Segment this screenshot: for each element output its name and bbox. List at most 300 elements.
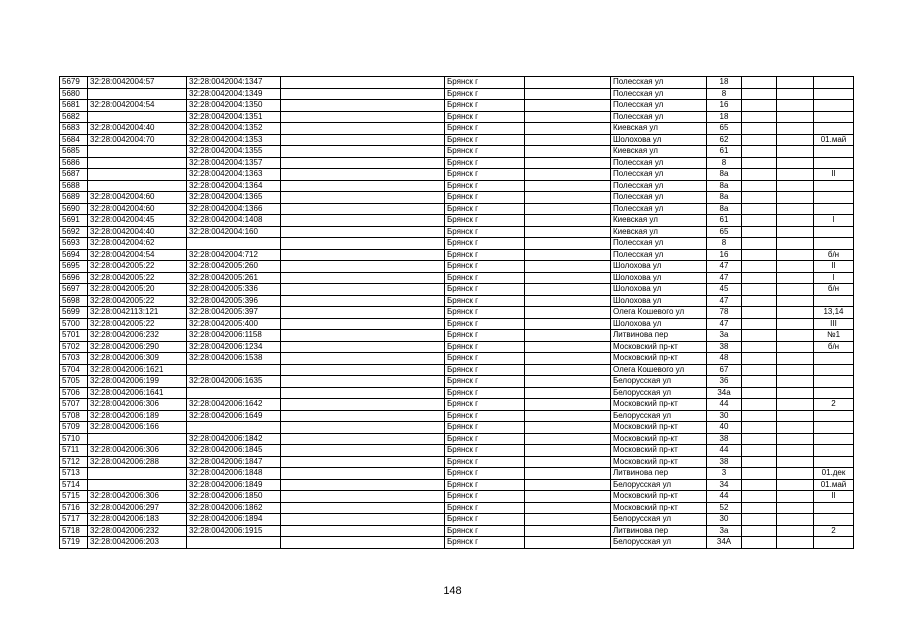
blank-cell-3 — [742, 215, 777, 227]
blank-cell-3 — [742, 192, 777, 204]
blank-cell-1 — [281, 146, 445, 158]
blank-cell-1 — [281, 180, 445, 192]
blank-cell-1 — [281, 479, 445, 491]
cadastral-land-cell: 32:28:0042005:22 — [88, 295, 187, 307]
table-row — [60, 203, 854, 215]
cadastral-land-cell: 32:28:0042006:288 — [88, 456, 187, 468]
cadastral-land-cell: 32:28:0042004:70 — [88, 134, 187, 146]
blank-cell-3 — [742, 387, 777, 399]
street-cell: Киевская ул — [611, 146, 707, 158]
blank-cell-3 — [742, 169, 777, 181]
street-cell: Полесская ул — [611, 77, 707, 89]
city-cell: Брянск г — [445, 284, 525, 296]
extra-cell — [814, 364, 854, 376]
extra-cell — [814, 100, 854, 112]
extra-cell — [814, 456, 854, 468]
city-cell: Брянск г — [445, 422, 525, 434]
blank-cell-1 — [281, 491, 445, 503]
house-number-cell: 34а — [707, 387, 742, 399]
table-row — [60, 88, 854, 100]
blank-cell-4 — [777, 387, 814, 399]
street-cell: Литвинова пер — [611, 525, 707, 537]
row-number-cell: 5682 — [60, 111, 88, 123]
cadastral-building-cell: 32:28:0042004:1408 — [187, 215, 281, 227]
blank-cell-1 — [281, 376, 445, 388]
blank-cell-1 — [281, 238, 445, 250]
blank-cell-3 — [742, 238, 777, 250]
city-cell: Брянск г — [445, 410, 525, 422]
house-number-cell: 44 — [707, 491, 742, 503]
table-row — [60, 77, 854, 89]
street-cell: Белорусская ул — [611, 376, 707, 388]
house-number-cell: 78 — [707, 307, 742, 319]
city-cell: Брянск г — [445, 77, 525, 89]
extra-cell: б/н — [814, 341, 854, 353]
blank-cell-1 — [281, 100, 445, 112]
blank-cell-4 — [777, 238, 814, 250]
extra-cell — [814, 157, 854, 169]
cadastral-land-cell: 32:28:0042004:57 — [88, 77, 187, 89]
blank-cell-4 — [777, 330, 814, 342]
cadastral-land-cell: 32:28:0042006:290 — [88, 341, 187, 353]
house-number-cell: 18 — [707, 111, 742, 123]
city-cell: Брянск г — [445, 445, 525, 457]
cadastral-building-cell — [187, 422, 281, 434]
house-number-cell: 38 — [707, 341, 742, 353]
extra-cell — [814, 77, 854, 89]
blank-cell-4 — [777, 192, 814, 204]
blank-cell-2 — [525, 88, 611, 100]
cadastral-land-cell: 32:28:0042006:232 — [88, 525, 187, 537]
blank-cell-3 — [742, 134, 777, 146]
house-number-cell: 30 — [707, 410, 742, 422]
blank-cell-3 — [742, 203, 777, 215]
blank-cell-1 — [281, 468, 445, 480]
house-number-cell: 8а — [707, 203, 742, 215]
blank-cell-1 — [281, 445, 445, 457]
house-number-cell: 34 — [707, 479, 742, 491]
blank-cell-1 — [281, 169, 445, 181]
row-number-cell: 5691 — [60, 215, 88, 227]
street-cell: Полесская ул — [611, 249, 707, 261]
cadastral-land-cell: 32:28:0042006:203 — [88, 537, 187, 549]
city-cell: Брянск г — [445, 226, 525, 238]
street-cell: Московский пр-кт — [611, 456, 707, 468]
street-cell: Московский пр-кт — [611, 491, 707, 503]
blank-cell-2 — [525, 433, 611, 445]
row-number-cell: 5717 — [60, 514, 88, 526]
blank-cell-4 — [777, 157, 814, 169]
cadastral-land-cell: 32:28:0042005:22 — [88, 318, 187, 330]
house-number-cell: 16 — [707, 249, 742, 261]
blank-cell-1 — [281, 525, 445, 537]
blank-cell-4 — [777, 399, 814, 411]
table-row — [60, 456, 854, 468]
row-number-cell: 5687 — [60, 169, 88, 181]
city-cell: Брянск г — [445, 491, 525, 503]
house-number-cell: 38 — [707, 456, 742, 468]
house-number-cell: 44 — [707, 445, 742, 457]
street-cell: Киевская ул — [611, 215, 707, 227]
street-cell: Полесская ул — [611, 157, 707, 169]
cadastral-building-cell: 32:28:0042004:1347 — [187, 77, 281, 89]
street-cell: Шолохова ул — [611, 134, 707, 146]
street-cell: Московский пр-кт — [611, 502, 707, 514]
blank-cell-3 — [742, 180, 777, 192]
house-number-cell: 8а — [707, 192, 742, 204]
table-row — [60, 330, 854, 342]
cadastral-land-cell: 32:28:0042004:54 — [88, 100, 187, 112]
house-number-cell: 8а — [707, 169, 742, 181]
blank-cell-2 — [525, 341, 611, 353]
street-cell: Белорусская ул — [611, 479, 707, 491]
blank-cell-1 — [281, 456, 445, 468]
blank-cell-4 — [777, 364, 814, 376]
table-row — [60, 238, 854, 250]
extra-cell — [814, 146, 854, 158]
blank-cell-1 — [281, 111, 445, 123]
blank-cell-1 — [281, 77, 445, 89]
blank-cell-4 — [777, 433, 814, 445]
street-cell: Олега Кошевого ул — [611, 364, 707, 376]
house-number-cell: 44 — [707, 399, 742, 411]
cadastral-building-cell: 32:28:0042004:1365 — [187, 192, 281, 204]
row-number-cell: 5690 — [60, 203, 88, 215]
extra-cell: II — [814, 491, 854, 503]
extra-cell — [814, 123, 854, 135]
cadastral-building-cell: 32:28:0042004:1366 — [187, 203, 281, 215]
cadastral-land-cell: 32:28:0042004:62 — [88, 238, 187, 250]
blank-cell-2 — [525, 77, 611, 89]
blank-cell-2 — [525, 468, 611, 480]
extra-cell: 2 — [814, 399, 854, 411]
blank-cell-1 — [281, 410, 445, 422]
table-row — [60, 284, 854, 296]
blank-cell-1 — [281, 261, 445, 273]
city-cell: Брянск г — [445, 88, 525, 100]
table-row — [60, 537, 854, 549]
cadastral-land-cell: 32:28:0042006:309 — [88, 353, 187, 365]
blank-cell-1 — [281, 330, 445, 342]
row-number-cell: 5680 — [60, 88, 88, 100]
house-number-cell: 62 — [707, 134, 742, 146]
blank-cell-2 — [525, 364, 611, 376]
cadastral-land-cell — [88, 479, 187, 491]
table-row — [60, 134, 854, 146]
city-cell: Брянск г — [445, 295, 525, 307]
city-cell: Брянск г — [445, 261, 525, 273]
table-row — [60, 180, 854, 192]
house-number-cell: 3а — [707, 525, 742, 537]
blank-cell-1 — [281, 295, 445, 307]
blank-cell-2 — [525, 491, 611, 503]
row-number-cell: 5700 — [60, 318, 88, 330]
blank-cell-4 — [777, 318, 814, 330]
row-number-cell: 5698 — [60, 295, 88, 307]
city-cell: Брянск г — [445, 514, 525, 526]
cadastral-building-cell: 32:28:0042006:1635 — [187, 376, 281, 388]
row-number-cell: 5681 — [60, 100, 88, 112]
extra-cell: II — [814, 169, 854, 181]
cadastral-land-cell: 32:28:0042005:22 — [88, 261, 187, 273]
blank-cell-4 — [777, 261, 814, 273]
cadastral-building-cell: 32:28:0042004:1353 — [187, 134, 281, 146]
table-row — [60, 261, 854, 273]
city-cell: Брянск г — [445, 192, 525, 204]
blank-cell-2 — [525, 410, 611, 422]
blank-cell-2 — [525, 376, 611, 388]
blank-cell-2 — [525, 502, 611, 514]
blank-cell-4 — [777, 215, 814, 227]
blank-cell-2 — [525, 192, 611, 204]
blank-cell-3 — [742, 157, 777, 169]
cadastral-land-cell — [88, 433, 187, 445]
blank-cell-2 — [525, 399, 611, 411]
blank-cell-3 — [742, 330, 777, 342]
table-row — [60, 341, 854, 353]
city-cell: Брянск г — [445, 157, 525, 169]
city-cell: Брянск г — [445, 169, 525, 181]
blank-cell-4 — [777, 410, 814, 422]
blank-cell-1 — [281, 422, 445, 434]
street-cell: Полесская ул — [611, 180, 707, 192]
cadastral-building-cell: 32:28:0042006:1845 — [187, 445, 281, 457]
blank-cell-4 — [777, 295, 814, 307]
blank-cell-4 — [777, 100, 814, 112]
cadastral-building-cell: 32:28:0042005:261 — [187, 272, 281, 284]
cadastral-land-cell: 32:28:0042006:1621 — [88, 364, 187, 376]
extra-cell: б/н — [814, 249, 854, 261]
row-number-cell: 5712 — [60, 456, 88, 468]
city-cell: Брянск г — [445, 479, 525, 491]
cadastral-building-cell: 32:28:0042005:260 — [187, 261, 281, 273]
city-cell: Брянск г — [445, 180, 525, 192]
row-number-cell: 5704 — [60, 364, 88, 376]
blank-cell-3 — [742, 111, 777, 123]
blank-cell-2 — [525, 422, 611, 434]
city-cell: Брянск г — [445, 387, 525, 399]
cadastral-building-cell: 32:28:0042006:1850 — [187, 491, 281, 503]
cadastral-building-cell: 32:28:0042005:400 — [187, 318, 281, 330]
street-cell: Белорусская ул — [611, 387, 707, 399]
blank-cell-4 — [777, 491, 814, 503]
city-cell: Брянск г — [445, 330, 525, 342]
row-number-cell: 5714 — [60, 479, 88, 491]
cadastral-land-cell — [88, 88, 187, 100]
blank-cell-4 — [777, 88, 814, 100]
house-number-cell: 52 — [707, 502, 742, 514]
table-row — [60, 445, 854, 457]
cadastral-land-cell: 32:28:0042006:189 — [88, 410, 187, 422]
city-cell: Брянск г — [445, 238, 525, 250]
table-row — [60, 295, 854, 307]
extra-cell — [814, 445, 854, 457]
house-number-cell: 3 — [707, 468, 742, 480]
cadastral-building-cell: 32:28:0042006:1847 — [187, 456, 281, 468]
blank-cell-3 — [742, 295, 777, 307]
blank-cell-2 — [525, 261, 611, 273]
cadastral-land-cell: 32:28:0042006:306 — [88, 445, 187, 457]
row-number-cell: 5697 — [60, 284, 88, 296]
blank-cell-1 — [281, 88, 445, 100]
house-number-cell: 67 — [707, 364, 742, 376]
street-cell: Шолохова ул — [611, 284, 707, 296]
blank-cell-4 — [777, 146, 814, 158]
city-cell: Брянск г — [445, 433, 525, 445]
street-cell: Шолохова ул — [611, 261, 707, 273]
house-number-cell: 18 — [707, 77, 742, 89]
street-cell: Полесская ул — [611, 169, 707, 181]
cadastral-building-cell: 32:28:0042006:1538 — [187, 353, 281, 365]
table-row — [60, 100, 854, 112]
city-cell: Брянск г — [445, 203, 525, 215]
cadastral-land-cell: 32:28:0042004:40 — [88, 123, 187, 135]
cadastral-land-cell: 32:28:0042006:1641 — [88, 387, 187, 399]
house-number-cell: 61 — [707, 146, 742, 158]
blank-cell-2 — [525, 238, 611, 250]
extra-cell — [814, 433, 854, 445]
blank-cell-1 — [281, 364, 445, 376]
row-number-cell: 5693 — [60, 238, 88, 250]
extra-cell: 13,14 — [814, 307, 854, 319]
cadastral-land-cell — [88, 157, 187, 169]
street-cell: Полесская ул — [611, 111, 707, 123]
blank-cell-2 — [525, 111, 611, 123]
row-number-cell: 5689 — [60, 192, 88, 204]
cadastral-land-cell — [88, 180, 187, 192]
street-cell: Шолохова ул — [611, 272, 707, 284]
city-cell: Брянск г — [445, 111, 525, 123]
street-cell: Белорусская ул — [611, 514, 707, 526]
blank-cell-4 — [777, 353, 814, 365]
extra-cell: 2 — [814, 525, 854, 537]
row-number-cell: 5703 — [60, 353, 88, 365]
cadastral-building-cell: 32:28:0042006:1894 — [187, 514, 281, 526]
blank-cell-1 — [281, 192, 445, 204]
extra-cell — [814, 180, 854, 192]
street-cell: Московский пр-кт — [611, 341, 707, 353]
blank-cell-3 — [742, 318, 777, 330]
house-number-cell: 47 — [707, 261, 742, 273]
blank-cell-2 — [525, 215, 611, 227]
extra-cell — [814, 353, 854, 365]
row-number-cell: 5718 — [60, 525, 88, 537]
blank-cell-2 — [525, 479, 611, 491]
city-cell: Брянск г — [445, 341, 525, 353]
row-number-cell: 5692 — [60, 226, 88, 238]
blank-cell-4 — [777, 123, 814, 135]
blank-cell-4 — [777, 422, 814, 434]
cadastral-land-cell — [88, 146, 187, 158]
extra-cell — [814, 88, 854, 100]
house-number-cell: 65 — [707, 123, 742, 135]
table-row — [60, 192, 854, 204]
blank-cell-4 — [777, 111, 814, 123]
extra-cell: 01.дек — [814, 468, 854, 480]
blank-cell-1 — [281, 514, 445, 526]
city-cell: Брянск г — [445, 364, 525, 376]
street-cell: Московский пр-кт — [611, 422, 707, 434]
blank-cell-4 — [777, 249, 814, 261]
table-row — [60, 422, 854, 434]
table-row — [60, 146, 854, 158]
blank-cell-4 — [777, 514, 814, 526]
street-cell: Олега Кошевого ул — [611, 307, 707, 319]
city-cell: Брянск г — [445, 249, 525, 261]
row-number-cell: 5709 — [60, 422, 88, 434]
blank-cell-3 — [742, 376, 777, 388]
blank-cell-4 — [777, 272, 814, 284]
blank-cell-2 — [525, 307, 611, 319]
house-number-cell: 16 — [707, 100, 742, 112]
blank-cell-2 — [525, 318, 611, 330]
blank-cell-2 — [525, 157, 611, 169]
blank-cell-3 — [742, 341, 777, 353]
blank-cell-4 — [777, 77, 814, 89]
blank-cell-4 — [777, 537, 814, 549]
house-number-cell: 8а — [707, 180, 742, 192]
cadastral-land-cell: 32:28:0042006:232 — [88, 330, 187, 342]
table-row — [60, 364, 854, 376]
city-cell: Брянск г — [445, 272, 525, 284]
extra-cell: I — [814, 272, 854, 284]
house-number-cell: 47 — [707, 295, 742, 307]
blank-cell-4 — [777, 479, 814, 491]
street-cell: Белорусская ул — [611, 410, 707, 422]
blank-cell-2 — [525, 284, 611, 296]
cadastral-building-cell: 32:28:0042006:1642 — [187, 399, 281, 411]
blank-cell-2 — [525, 146, 611, 158]
city-cell: Брянск г — [445, 468, 525, 480]
cadastral-building-cell — [187, 238, 281, 250]
cadastral-land-cell: 32:28:0042004:54 — [88, 249, 187, 261]
city-cell: Брянск г — [445, 502, 525, 514]
row-number-cell: 5706 — [60, 387, 88, 399]
blank-cell-1 — [281, 537, 445, 549]
extra-cell — [814, 226, 854, 238]
blank-cell-4 — [777, 180, 814, 192]
city-cell: Брянск г — [445, 525, 525, 537]
blank-cell-2 — [525, 272, 611, 284]
city-cell: Брянск г — [445, 318, 525, 330]
row-number-cell: 5716 — [60, 502, 88, 514]
blank-cell-2 — [525, 445, 611, 457]
blank-cell-1 — [281, 318, 445, 330]
street-cell: Белорусская ул — [611, 537, 707, 549]
blank-cell-4 — [777, 376, 814, 388]
cadastral-building-cell — [187, 537, 281, 549]
street-cell: Киевская ул — [611, 226, 707, 238]
row-number-cell: 5694 — [60, 249, 88, 261]
blank-cell-4 — [777, 525, 814, 537]
table-row — [60, 491, 854, 503]
blank-cell-1 — [281, 284, 445, 296]
blank-cell-4 — [777, 468, 814, 480]
cadastral-building-cell: 32:28:0042006:1849 — [187, 479, 281, 491]
street-cell: Киевская ул — [611, 123, 707, 135]
cadastral-building-cell: 32:28:0042006:1234 — [187, 341, 281, 353]
blank-cell-4 — [777, 226, 814, 238]
city-cell: Брянск г — [445, 134, 525, 146]
blank-cell-3 — [742, 410, 777, 422]
street-cell: Литвинова пер — [611, 468, 707, 480]
table-row — [60, 514, 854, 526]
blank-cell-3 — [742, 468, 777, 480]
cadastral-building-cell: 32:28:0042004:1350 — [187, 100, 281, 112]
table-row — [60, 410, 854, 422]
cadastral-building-cell — [187, 387, 281, 399]
row-number-cell: 5702 — [60, 341, 88, 353]
